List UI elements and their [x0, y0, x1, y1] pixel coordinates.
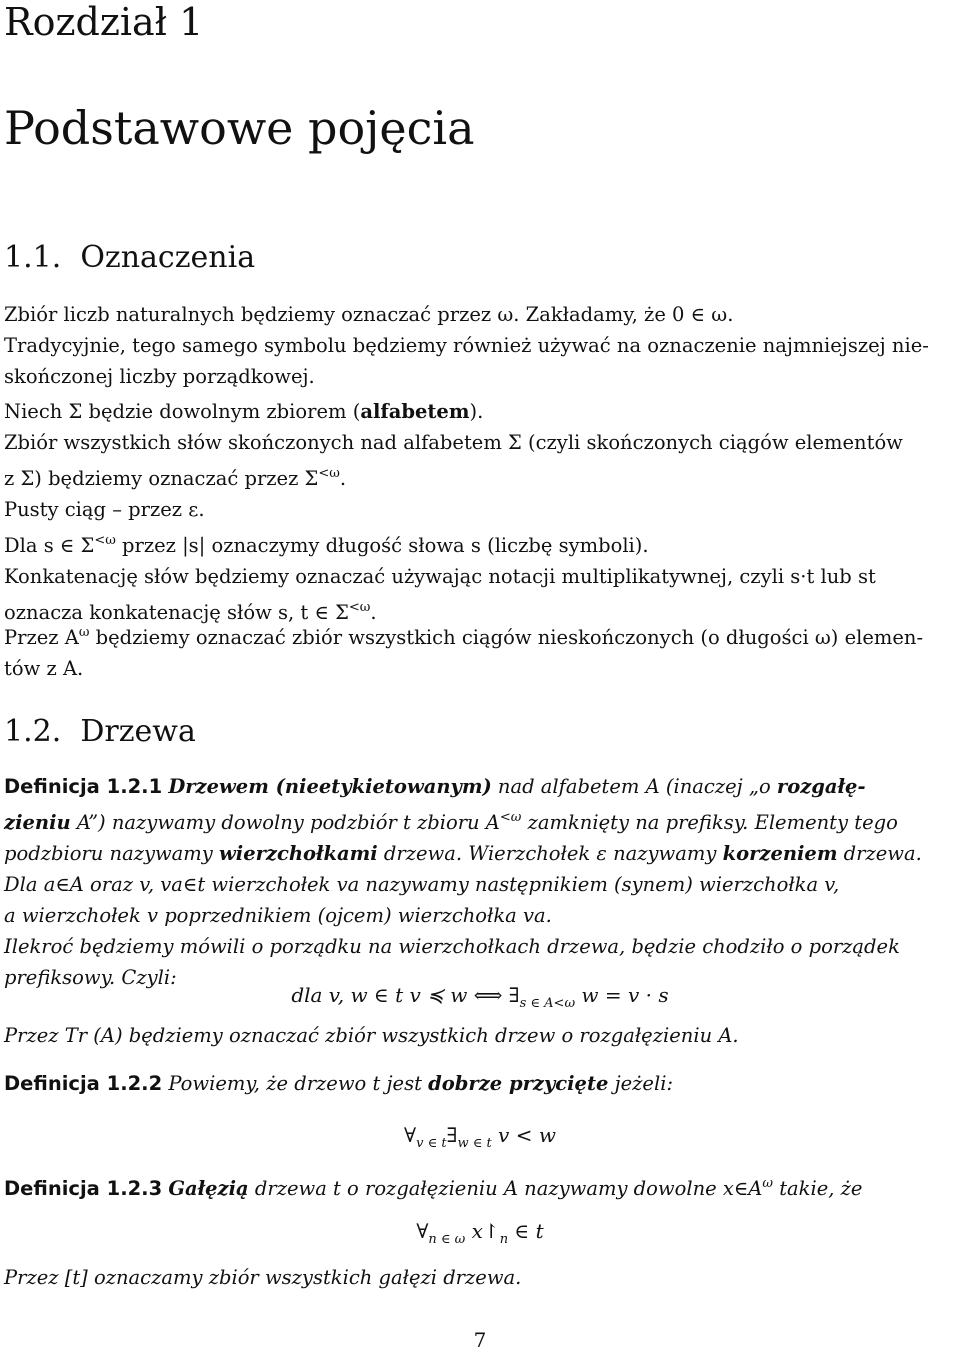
chapter-label: Rozdział 1: [4, 0, 204, 44]
text-line: a wierzchołek v poprzednikiem (ojcem) wierzchołka va.: [4, 904, 552, 927]
subscript: w ∈ t: [457, 1136, 492, 1151]
text-span: jeżeli:: [608, 1072, 674, 1095]
text-line: [4, 838, 956, 869]
text-span: drzewa t o rozgałęzieniu A nazywamy dowolne x∈A: [248, 1177, 763, 1200]
definition-label: Definicja 1.2.1: [4, 775, 163, 798]
superscript: <ω: [94, 533, 116, 548]
text-span: z Σ) będziemy oznaczać przez Σ: [4, 467, 319, 490]
text-line: Zbiór liczb naturalnych będziemy oznaczać przez ω. Zakładamy, że 0 ∈ ω.: [4, 303, 734, 326]
text-line: Pusty ciąg – przez ε.: [4, 498, 205, 521]
subscript: s ∈ A<ω: [519, 996, 576, 1011]
paragraph-omega: [4, 299, 956, 392]
section-title: Oznaczenia: [80, 240, 256, 275]
formula-text: x↾: [465, 1219, 500, 1243]
formula-prefix-order: [0, 980, 960, 1019]
text-line: [4, 1168, 956, 1204]
text-line: Konkatenację słów będziemy oznaczać używając notacji multiplikatywnej, czyli s·t lub st: [4, 565, 876, 588]
text-line: [4, 617, 956, 653]
text-line: Ilekroć będziemy mówili o porządku na wierzchołkach drzewa, będzie chodziło o porządek: [4, 935, 900, 958]
text-span: Powiemy, że drzewo t jest: [162, 1072, 429, 1095]
term-galaz: Gałęzią: [168, 1177, 249, 1200]
section-number: 1.2.: [4, 714, 62, 749]
text-span: zamknięty na prefiksy. Elementy tego: [521, 811, 898, 834]
text-span: nad alfabetem A (inaczej „o: [491, 775, 777, 798]
text-line: skończonej liczby porządkowej.: [4, 365, 315, 388]
text-line: Tradycyjnie, tego samego symbolu będziemy również używać na oznaczenie najmniejszej nie-: [4, 334, 929, 357]
formula-text: ∈ t: [508, 1219, 544, 1243]
text-line: Przez [t] oznaczamy zbiór wszystkich gałęzi drzewa.: [4, 1266, 522, 1289]
section-heading-oznaczenia: [4, 240, 255, 276]
subscript: n ∈ ω: [428, 1232, 466, 1247]
text-span: przez |s| oznaczymy długość słowa s (liczbę symboli).: [115, 534, 649, 557]
definition-label: Definicja 1.2.3: [4, 1177, 163, 1200]
text-span: drzewa.: [837, 842, 922, 865]
term-rozgalezienie-cont: zieniu: [4, 811, 71, 834]
paragraph-tr-a: [4, 1020, 956, 1051]
formula-text: ∀: [416, 1219, 429, 1243]
text-span: .: [370, 601, 377, 624]
term-dobrze-przyciete: dobrze przycięte: [428, 1072, 609, 1095]
text-span: będziemy oznaczać zbiór wszystkich ciągów nieskończonych (o długości ω) elemen-: [89, 626, 924, 649]
term-korzen: korzeniem: [722, 842, 838, 865]
paragraph-alphabet: [4, 396, 956, 628]
formula-text: w = v · s: [575, 983, 669, 1007]
superscript: ω: [78, 625, 90, 640]
paragraph-infinite-sequences: [4, 617, 956, 684]
text-span: .: [339, 467, 347, 490]
subscript: v ∈ t: [416, 1136, 447, 1151]
section-heading-drzewa: [4, 714, 196, 750]
text-line: [4, 771, 956, 802]
superscript: <ω: [348, 600, 371, 615]
subscript: n: [499, 1232, 509, 1247]
term-wierzcholki: wierzchołkami: [219, 842, 378, 865]
term-alfabetem: alfabetem: [360, 400, 470, 423]
formula-text: v < w: [491, 1123, 556, 1147]
text-line: Przez Tr (A) będziemy oznaczać zbiór wszystkich drzew o rozgałęzieniu A.: [4, 1024, 739, 1047]
superscript: <ω: [318, 466, 340, 481]
paragraph-branches: [4, 1262, 956, 1293]
text-line: [4, 458, 956, 494]
text-span: Przez A: [4, 626, 79, 649]
text-line: Dla a∈A oraz v, va∈t wierzchołek va nazywamy następnikiem (synem) wierzchołka v,: [4, 873, 840, 896]
definition-1-2-3: [4, 1168, 956, 1204]
chapter-title: Podstawowe pojęcia: [4, 101, 475, 155]
formula-text: ∀: [404, 1123, 417, 1147]
page-number: 7: [473, 1328, 487, 1352]
text-line: prefiksowy. Czyli:: [4, 966, 177, 989]
text-line: [4, 1068, 956, 1099]
text-span: takie, że: [773, 1177, 863, 1200]
formula-well-pruned: [0, 1120, 960, 1159]
definition-1-2-1: [4, 771, 956, 993]
definition-1-2-2: [4, 1068, 956, 1099]
term-drzewo: Drzewem (nieetykietowanym): [168, 775, 492, 798]
text-span: Dla s ∈ Σ: [4, 534, 95, 557]
text-span: ).: [469, 400, 484, 423]
section-number: 1.1.: [4, 240, 62, 275]
formula-text: dla v, w ∈ t v ≼ w ⟺ ∃: [291, 983, 520, 1007]
text-span: Niech Σ będzie dowolnym zbiorem (: [4, 400, 361, 423]
text-line: Zbiór wszystkich słów skończonych nad alfabetem Σ (czyli skończonych ciągów elementów: [4, 431, 903, 454]
text-span: drzewa. Wierzchołek ε nazywamy: [377, 842, 723, 865]
text-line: tów z A.: [4, 657, 84, 680]
term-rozgalezienie: rozgałę-: [776, 775, 866, 798]
superscript: ω: [762, 1176, 773, 1191]
text-span: podzbioru nazywamy: [4, 842, 220, 865]
superscript: <ω: [499, 810, 522, 825]
text-line: [4, 396, 956, 427]
text-line: [4, 802, 956, 838]
definition-label: Definicja 1.2.2: [4, 1072, 163, 1095]
text-span: A”) nazywamy dowolny podzbiór t zbioru A: [70, 811, 500, 834]
formula-branch: [0, 1216, 960, 1255]
formula-text: ∃: [446, 1123, 458, 1147]
section-title: Drzewa: [80, 714, 196, 749]
text-span: oznacza konkatenację słów s, t ∈ Σ: [4, 601, 349, 624]
text-line: [4, 525, 956, 561]
